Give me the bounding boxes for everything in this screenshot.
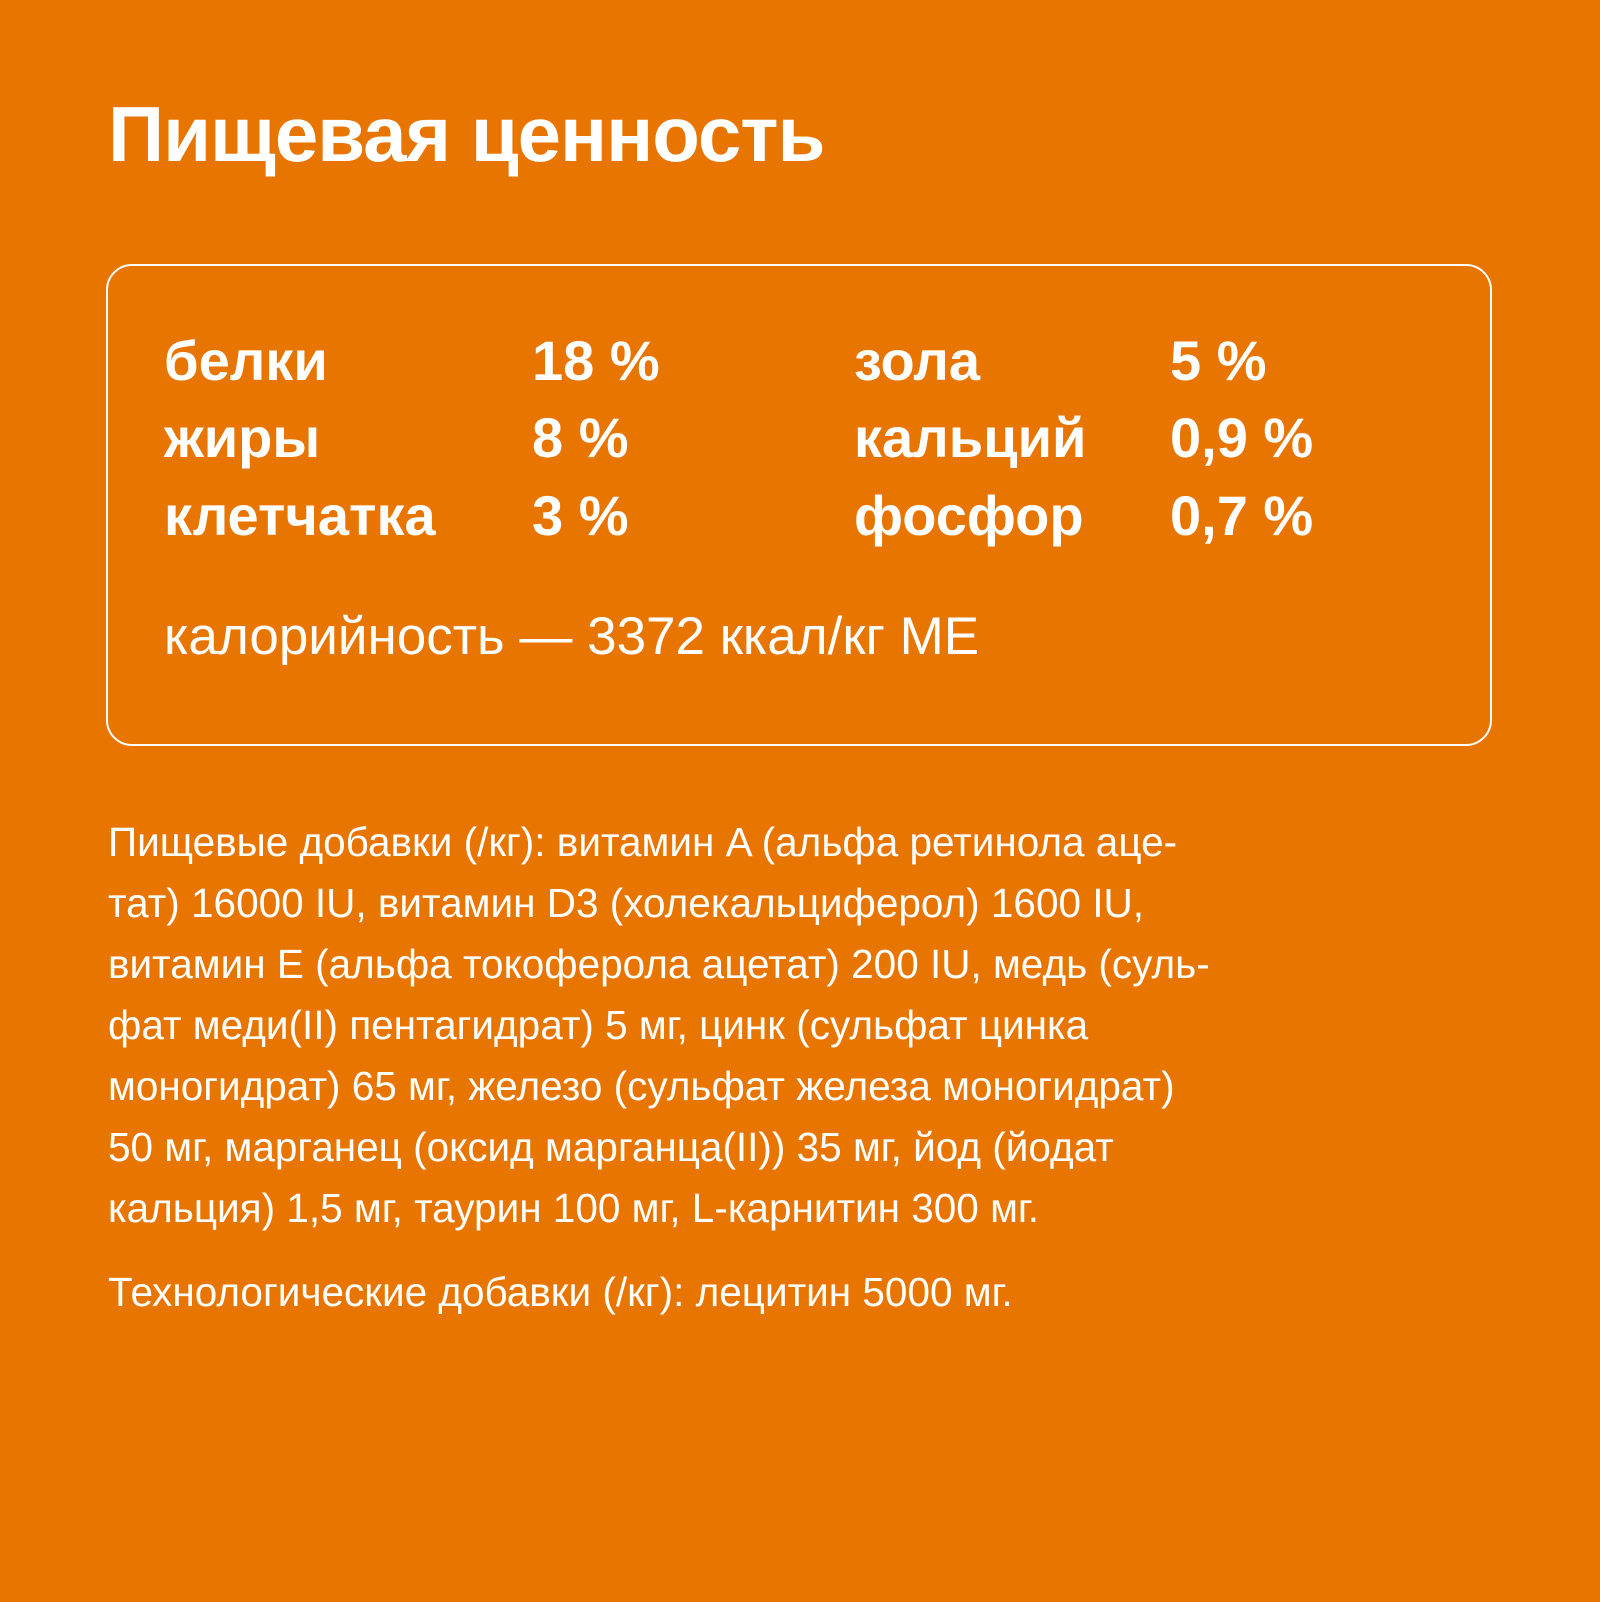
nutrient-name: клетчатка (164, 484, 436, 547)
nutrient-value: 3 % (532, 484, 629, 547)
nutrient-name: фосфор (854, 484, 1084, 547)
additives-line: моногидрат) 65 мг, железо (сульфат железа моногидрат) (108, 1063, 1175, 1109)
nutrient-name: жиры (164, 406, 321, 469)
nutrient-value: 0,9 % (1170, 406, 1314, 469)
additives-line: Пищевые добавки (/кг): витамин A (альфа ретинола аце- (108, 819, 1178, 865)
additives-line: тат) 16000 IU, витамин D3 (холекальциферол) 1600 IU, (108, 880, 1144, 926)
additives-line: 50 мг, марганец (оксид марганца(II)) 35 мг, йод (йодат (108, 1124, 1114, 1170)
technological-additives: Технологические добавки (/кг): лецитин 5000 мг. (108, 1269, 1013, 1315)
nutrient-value: 0,7 % (1170, 484, 1314, 547)
calorie-content: калорийность — 3372 ккал/кг МЕ (164, 607, 980, 666)
additives-line: фат меди(II) пентагидрат) 5 мг, цинк (сульфат цинка (108, 1002, 1089, 1048)
nutrient-name: зола (854, 329, 980, 392)
nutrient-name: кальций (854, 406, 1087, 469)
nutritional-additives (108, 812, 1488, 1239)
additives-line: витамин E (альфа токоферола ацетат) 200 IU, медь (суль- (108, 941, 1210, 987)
nutrient-value: 5 % (1170, 329, 1267, 392)
nutrient-name: белки (164, 329, 328, 392)
page-title: Пищевая ценность (108, 90, 825, 178)
additives-line: кальция) 1,5 мг, таурин 100 мг, L-карнитин 300 мг. (108, 1185, 1040, 1231)
nutrition-panel (106, 264, 1492, 746)
nutrient-value: 8 % (532, 406, 629, 469)
nutrient-value: 18 % (532, 329, 660, 392)
